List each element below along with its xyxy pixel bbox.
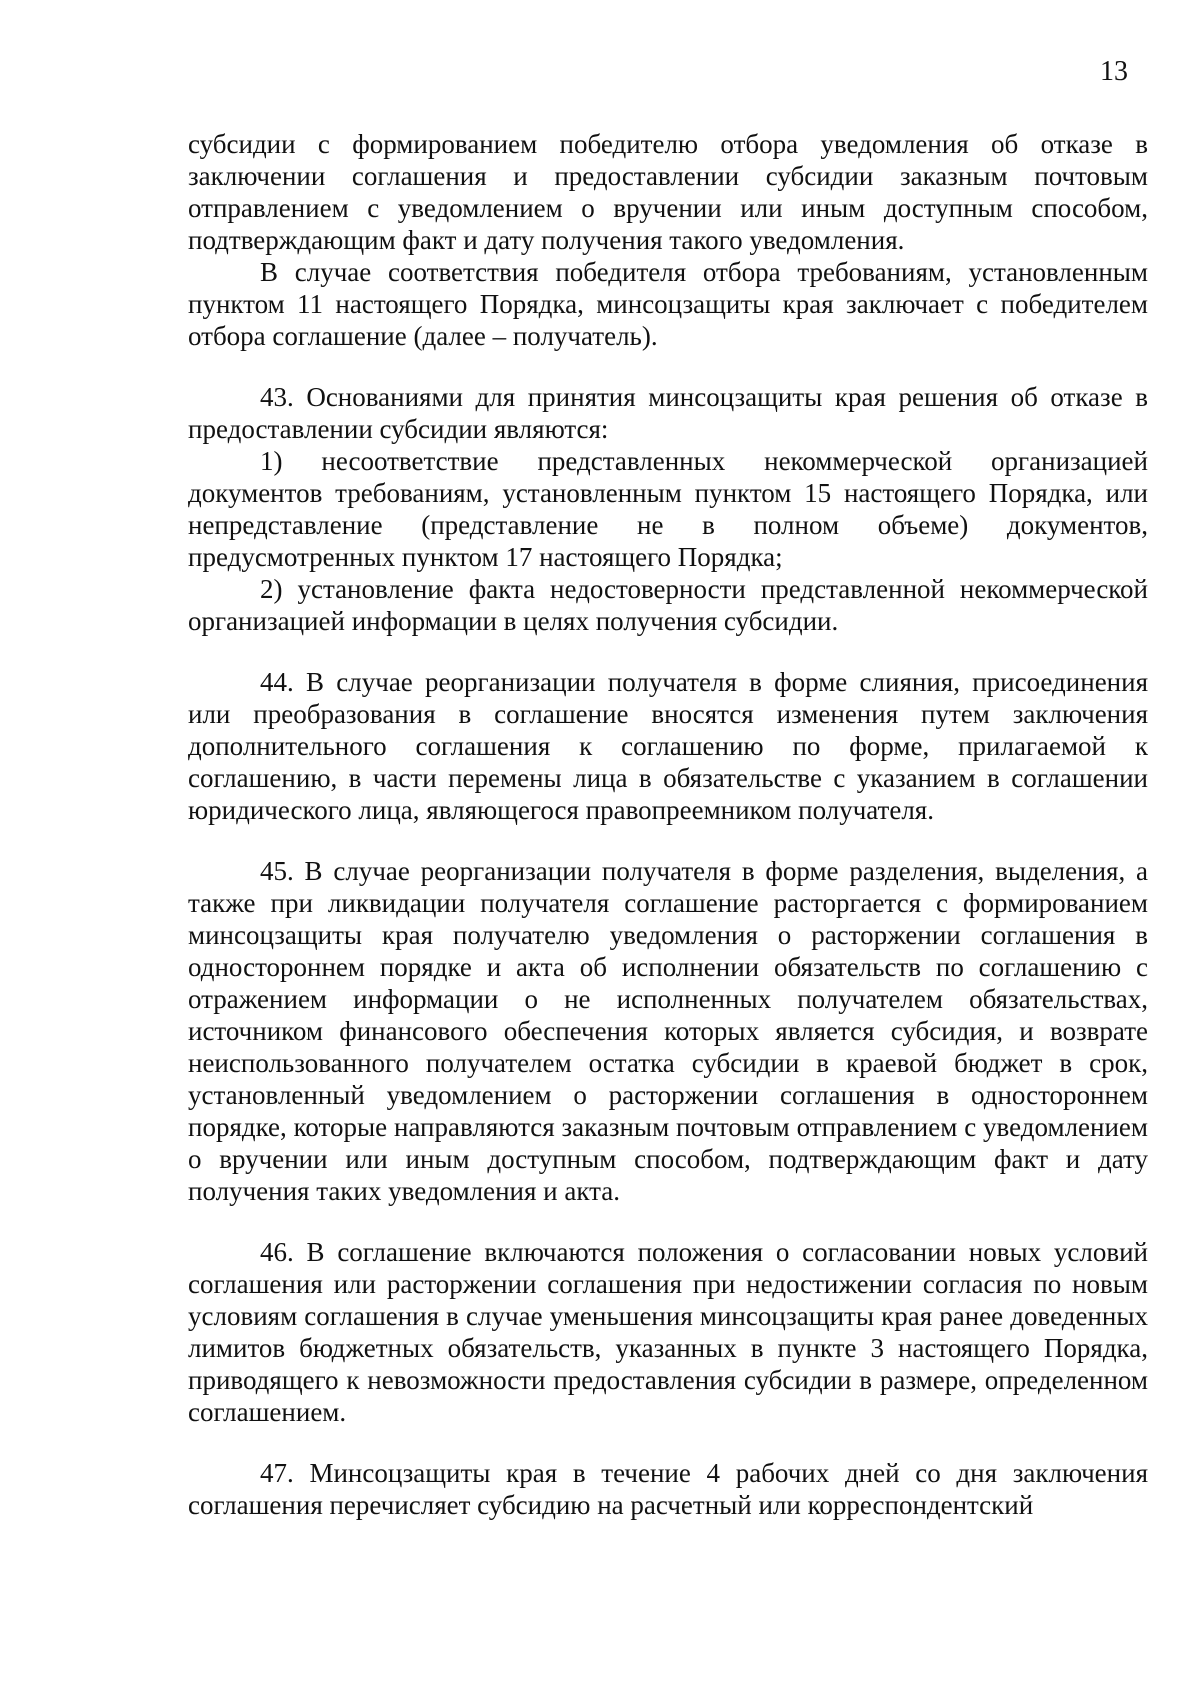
paragraph-43-item-2: 2) установление факта недостоверности представленной некоммерческой организацией информации в целях получения субсидии. [188,574,1148,636]
paragraph-43-item-1: 1) несоответствие представленных некоммерческой организацией документов требованиям, установленным пунктом 15 настоящего Порядка, или непредставление (представление не в полном объеме) документов, предусмотренных пунктом 17 настоящего Порядка; [188,446,1148,572]
paragraph-43: 43. Основаниями для принятия минсоцзащиты края решения об отказе в предоставлении субсидии являются: [188,382,1148,444]
page-number: 13 [1100,56,1128,87]
paragraph-44: 44. В случае реорганизации получателя в форме слияния, присоединения или преобразования в соглашение вносятся изменения путем заключения дополнительного соглашения к соглашению по форме, прилагаемой к соглашению, в части перемены лица в обязательстве с указанием в соглашении юридического лица, являющегося правопреемником получателя. [188,667,1148,825]
paragraph-46: 46. В соглашение включаются положения о согласовании новых условий соглашения или расторжении соглашения при недостижении согласия по новым условиям соглашения в случае уменьшения минсоцзащиты края ранее доведенных лимитов бюджетных обязательств, указанных в пункте 3 настоящего Порядка, приводящего к невозможности предоставления субсидии в размере, определенном соглашением. [188,1237,1148,1427]
paragraph-45: 45. В случае реорганизации получателя в форме разделения, выделения, а также при ликвидации получателя соглашение расторгается с формированием минсоцзащиты края получателю уведомления о расторжении соглашения в одностороннем порядке и акта об исполнении обязательств по соглашению с отражением информации о не исполненных получателем обязательствах, источником финансового обеспечения которых является субсидия, и возврате неиспользованного получателем остатка субсидии в краевой бюджет в срок, установленный уведомлением о расторжении соглашения в одностороннем порядке, которые направляются заказным почтовым отправлением с уведомлением о вручении или иным доступным способом, подтверждающим факт и дату получения таких уведомления и акта. [188,856,1148,1206]
paragraph-42-continuation: субсидии с формированием победителю отбора уведомления об отказе в заключении соглашения и предоставлении субсидии заказным почтовым отправлением с уведомлением о вручении или иным доступным способом, подтверждающим факт и дату получения такого уведомления. [188,129,1148,255]
paragraph-47: 47. Минсоцзащиты края в течение 4 рабочих дней со дня заключения соглашения перечисляет субсидию на расчетный или корреспондентский [188,1458,1148,1520]
document-body [188,128,1148,1521]
paragraph-42-second: В случае соответствия победителя отбора требованиям, установленным пунктом 11 настоящего Порядка, минсоцзащиты края заключает с победителем отбора соглашение (далее – получатель). [188,257,1148,351]
